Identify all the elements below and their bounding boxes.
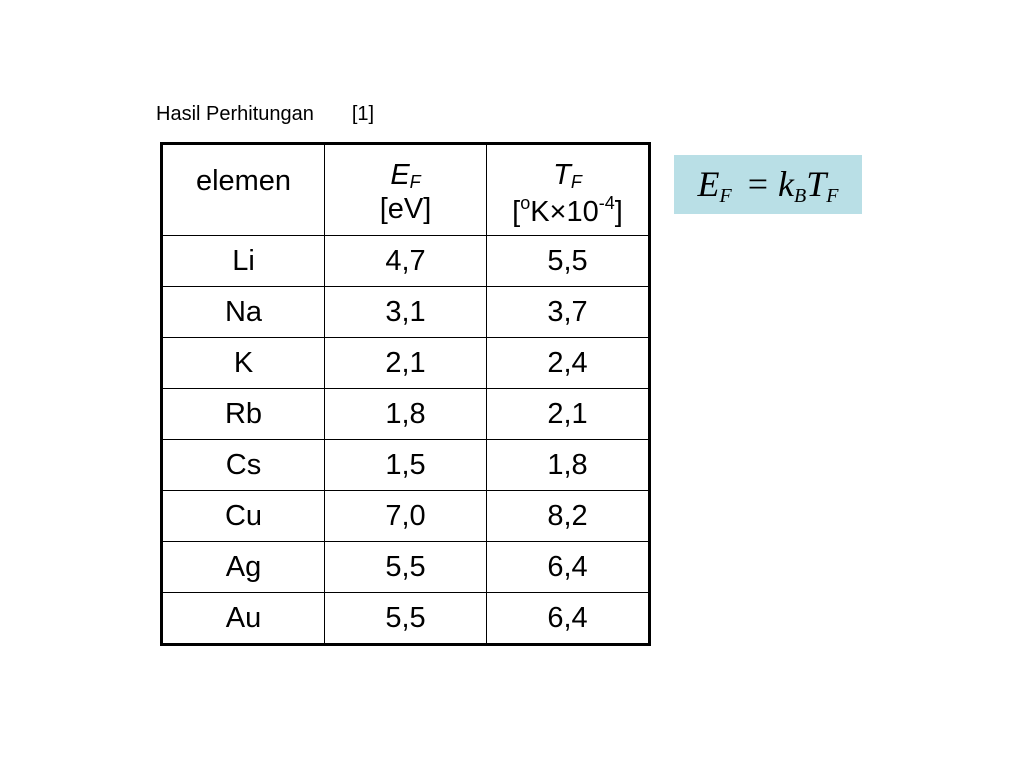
cell-fermi-energy: 3,1 [325,287,487,338]
table-row [162,287,650,338]
formula-t: T [806,164,827,204]
cell-fermi-energy: 7,0 [325,491,487,542]
cell-fermi-energy: 4,7 [325,236,487,287]
header-element [162,144,325,236]
table-row [162,593,650,645]
fermi-data-table [160,142,651,646]
caption-title: Hasil Perhitungan [156,103,314,125]
cell-fermi-temperature: 8,2 [487,491,650,542]
header-ef-symbol: E [390,159,410,191]
header-tf-degree: o [520,192,531,213]
cell-fermi-energy: 5,5 [325,542,487,593]
formula-k: k [778,164,795,204]
cell-element: Au [162,593,325,645]
cell-element: Rb [162,389,325,440]
header-ef-subscript: F [409,172,421,192]
cell-fermi-temperature: 6,4 [487,593,650,645]
header-element-label: elemen [195,165,292,197]
cell-fermi-energy: 2,1 [325,338,487,389]
cell-fermi-energy: 5,5 [325,593,487,645]
table-row [162,440,650,491]
cell-fermi-temperature: 3,7 [487,287,650,338]
header-fermi-temperature [487,144,650,236]
table-row [162,542,650,593]
header-tf-unit-mid: K×10 [530,195,599,228]
header-fermi-energy [325,144,487,236]
cell-fermi-temperature: 6,4 [487,542,650,593]
header-ef-unit: [eV] [379,192,432,225]
cell-fermi-temperature: 2,4 [487,338,650,389]
header-tf-exponent: -4 [598,192,615,213]
formula-equals: = [747,164,769,204]
cell-element: Cu [162,491,325,542]
caption-reference: [1] [351,103,375,125]
header-tf-symbol: T [553,159,571,191]
table-caption [156,103,374,126]
table-row [162,389,650,440]
table-row [162,491,650,542]
table-header-row [162,144,650,236]
cell-element: Cs [162,440,325,491]
table-row [162,338,650,389]
cell-element: Ag [162,542,325,593]
cell-fermi-temperature: 2,1 [487,389,650,440]
header-tf-subscript: F [570,172,582,192]
fermi-formula-box [674,155,862,214]
header-tf-unit-close: ] [614,195,623,228]
header-tf-unit-open: [ [512,195,521,228]
cell-element: Li [162,236,325,287]
table-row [162,236,650,287]
cell-element: K [162,338,325,389]
cell-fermi-temperature: 5,5 [487,236,650,287]
formula-lhs: E [697,164,720,204]
formula-k-subscript: B [794,185,807,207]
cell-fermi-energy: 1,5 [325,440,487,491]
cell-fermi-energy: 1,8 [325,389,487,440]
formula-lhs-subscript: F [719,185,732,207]
cell-element: Na [162,287,325,338]
cell-fermi-temperature: 1,8 [487,440,650,491]
formula-t-subscript: F [826,185,839,207]
